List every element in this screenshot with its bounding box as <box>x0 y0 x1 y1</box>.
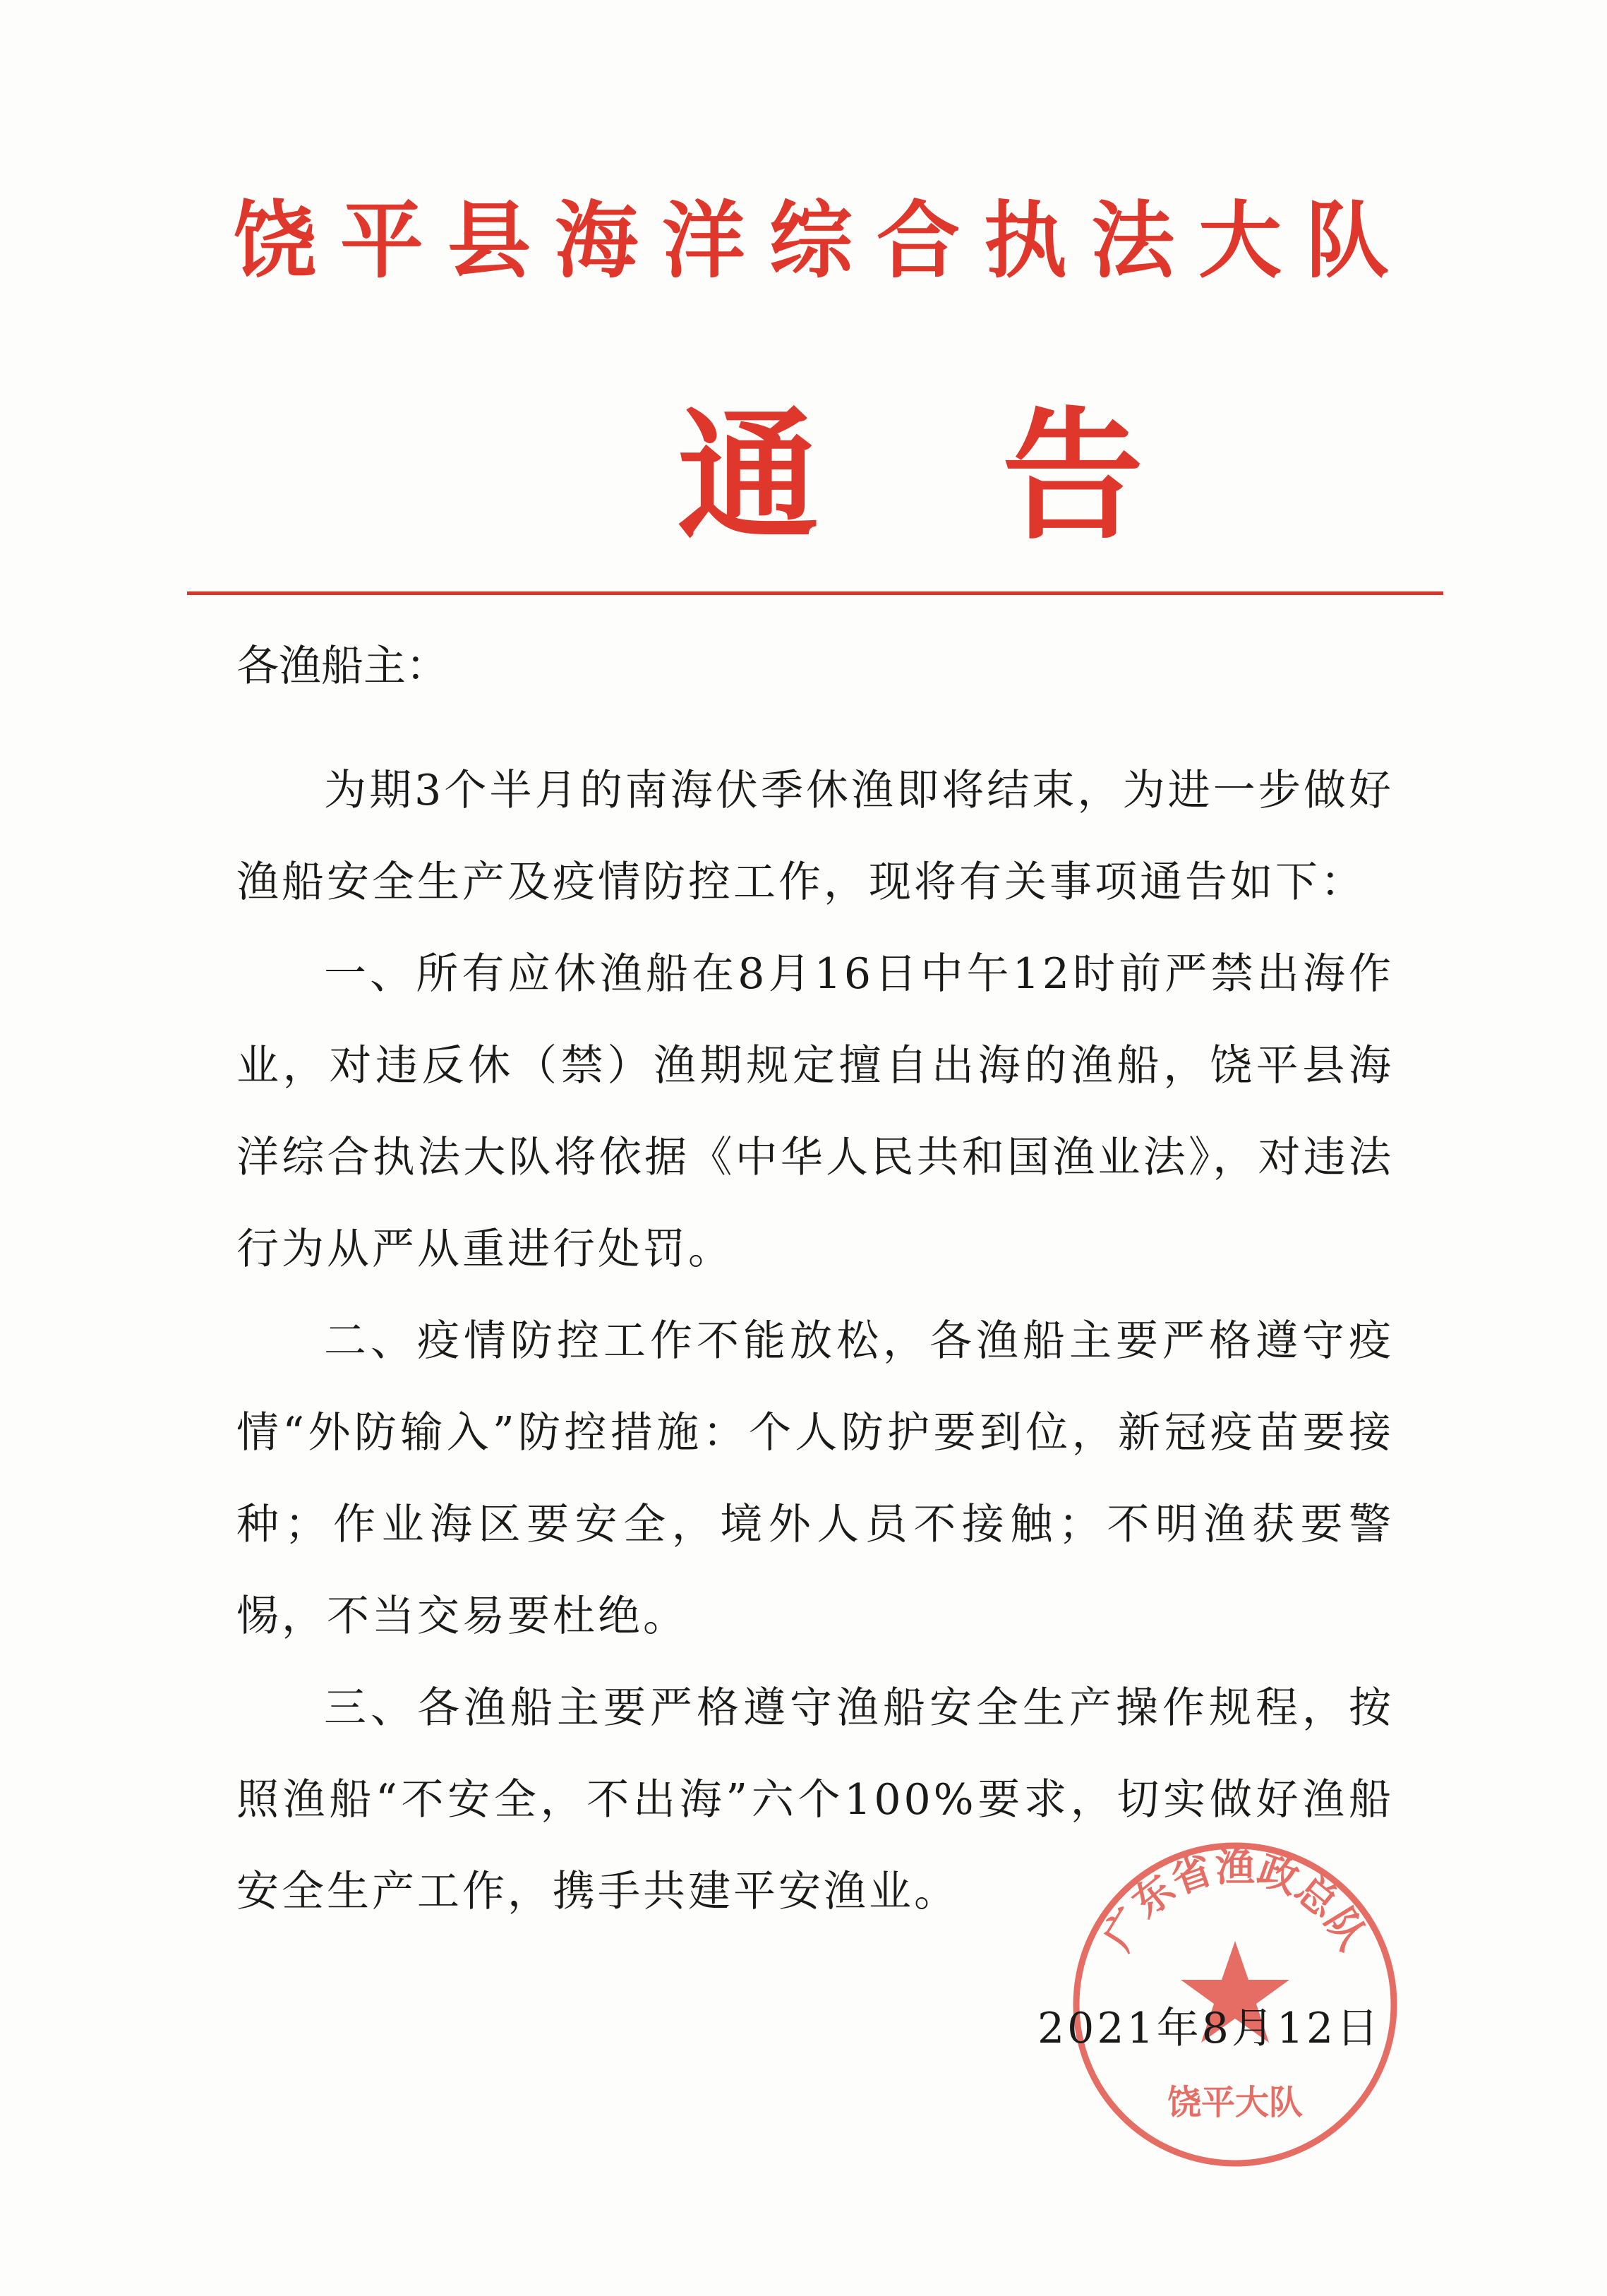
item-two-paragraph: 二、疫情防控工作不能放松，各渔船主要严格遵守疫情“外防输入”防控措施：个人防护要到位，新冠疫苗要接种；作业海区要安全，境外人员不接触；不明渔获要警惕，不当交易要杜绝。 <box>236 1316 1394 1641</box>
seal-inner-text: 饶平大队 <box>1167 2083 1304 2122</box>
seal-outer-text: 广东省渔政总队 <box>1094 1844 1376 1959</box>
item-one-paragraph: 一、所有应休渔船在8月16日中午12时前严禁出海作业，对违反休（禁）渔期规定擅自出海的渔船，饶平县海洋综合执法大队将依据《中华人民共和国渔业法》，对违法行为从严从重进行处罚。 <box>236 949 1394 1274</box>
intro-paragraph: 为期3个半月的南海伏季休渔即将结束，为进一步做好渔船安全生产及疫情防控工作，现将有关事项通告如下： <box>236 766 1394 907</box>
header-divider <box>187 591 1443 595</box>
issue-date: 2021年8月12日 <box>1037 2004 1382 2053</box>
organization-title: 饶平县海洋综合执法大队 <box>233 191 1414 289</box>
notice-body <box>236 745 1394 1937</box>
item-three-paragraph: 三、各渔船主要严格遵守渔船安全生产操作规程，按照渔船“不安全，不出海”六个100%要求，切实做好渔船安全生产工作，携手共建平安渔业。 <box>236 1683 1394 1916</box>
document-title: 通告 <box>678 393 1328 559</box>
salutation: 各渔船主： <box>236 642 448 691</box>
